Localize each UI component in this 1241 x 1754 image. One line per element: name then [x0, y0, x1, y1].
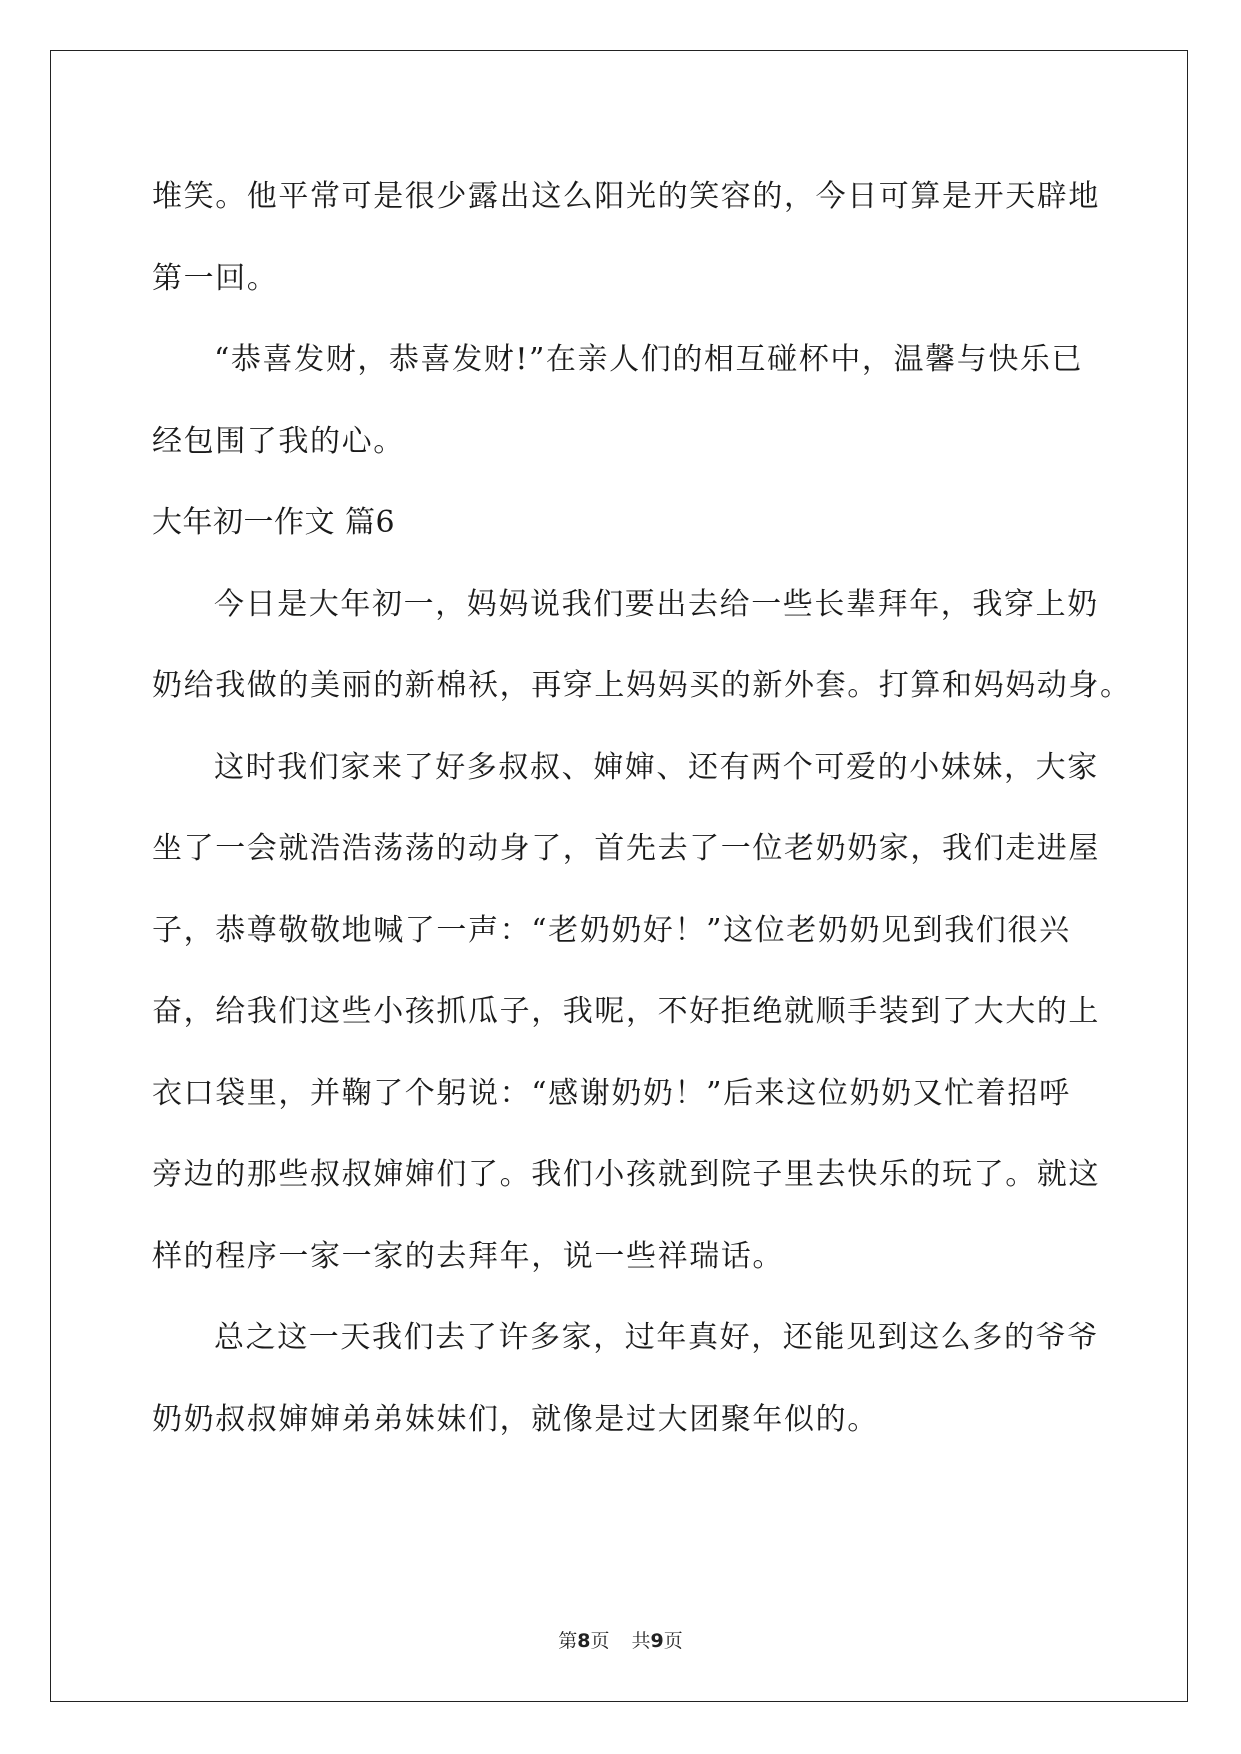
text-line: 第一回。	[152, 260, 279, 296]
text-line: 今日是大年初一，妈妈说我们要出去给一些长辈拜年，我穿上奶	[214, 586, 1099, 622]
text-line: 奶给我做的美丽的新棉袄，再穿上妈妈买的新外套。打算和妈妈动身。	[152, 668, 1132, 703]
total-prefix: 共	[631, 1630, 651, 1652]
text-line: 经包围了我的心。	[152, 423, 405, 459]
text-line: 样的程序一家一家的去拜年，说一些祥瑞话。	[152, 1238, 784, 1274]
text-line: 衣口袋里，并鞠了个躬说：“感谢奶奶！”后来这位奶奶又忙着招呼	[152, 1075, 1071, 1111]
text-line: 坐了一会就浩浩荡荡的动身了，首先去了一位老奶奶家，我们走进屋	[152, 831, 1100, 866]
page-total: 9	[650, 1630, 664, 1652]
text-line: 堆笑。他平常可是很少露出这么阳光的笑容的，今日可算是开天辟地	[152, 179, 1100, 214]
page-prefix: 第	[558, 1630, 578, 1652]
page-footer	[0, 1626, 1241, 1653]
section-heading: 大年初一作文 篇6	[152, 505, 396, 540]
text-line: 奶奶叔叔婶婶弟弟妹妹们，就像是过大团聚年似的。	[152, 1401, 879, 1437]
text-line: 这时我们家来了好多叔叔、婶婶、还有两个可爱的小妹妹，大家	[214, 749, 1099, 785]
text-line: 旁边的那些叔叔婶婶们了。我们小孩就到院子里去快乐的玩了。就这	[152, 1157, 1100, 1192]
text-line: 奋，给我们这些小孩抓瓜子，我呢，不好拒绝就顺手装到了大大的上	[152, 994, 1100, 1029]
text-line: “恭喜发财，恭喜发财!”在亲人们的相互碰杯中，温馨与快乐已	[214, 342, 1084, 377]
text-line: 总之这一天我们去了许多家，过年真好，还能见到这么多的爷爷	[214, 1320, 1099, 1355]
document-body	[152, 156, 1132, 1460]
page-suffix: 页	[590, 1630, 610, 1652]
page-current: 8	[577, 1630, 591, 1652]
text-line: 子，恭尊敬敬地喊了一声：“老奶奶好！”这位老奶奶见到我们很兴	[152, 912, 1071, 948]
total-suffix: 页	[663, 1630, 683, 1652]
